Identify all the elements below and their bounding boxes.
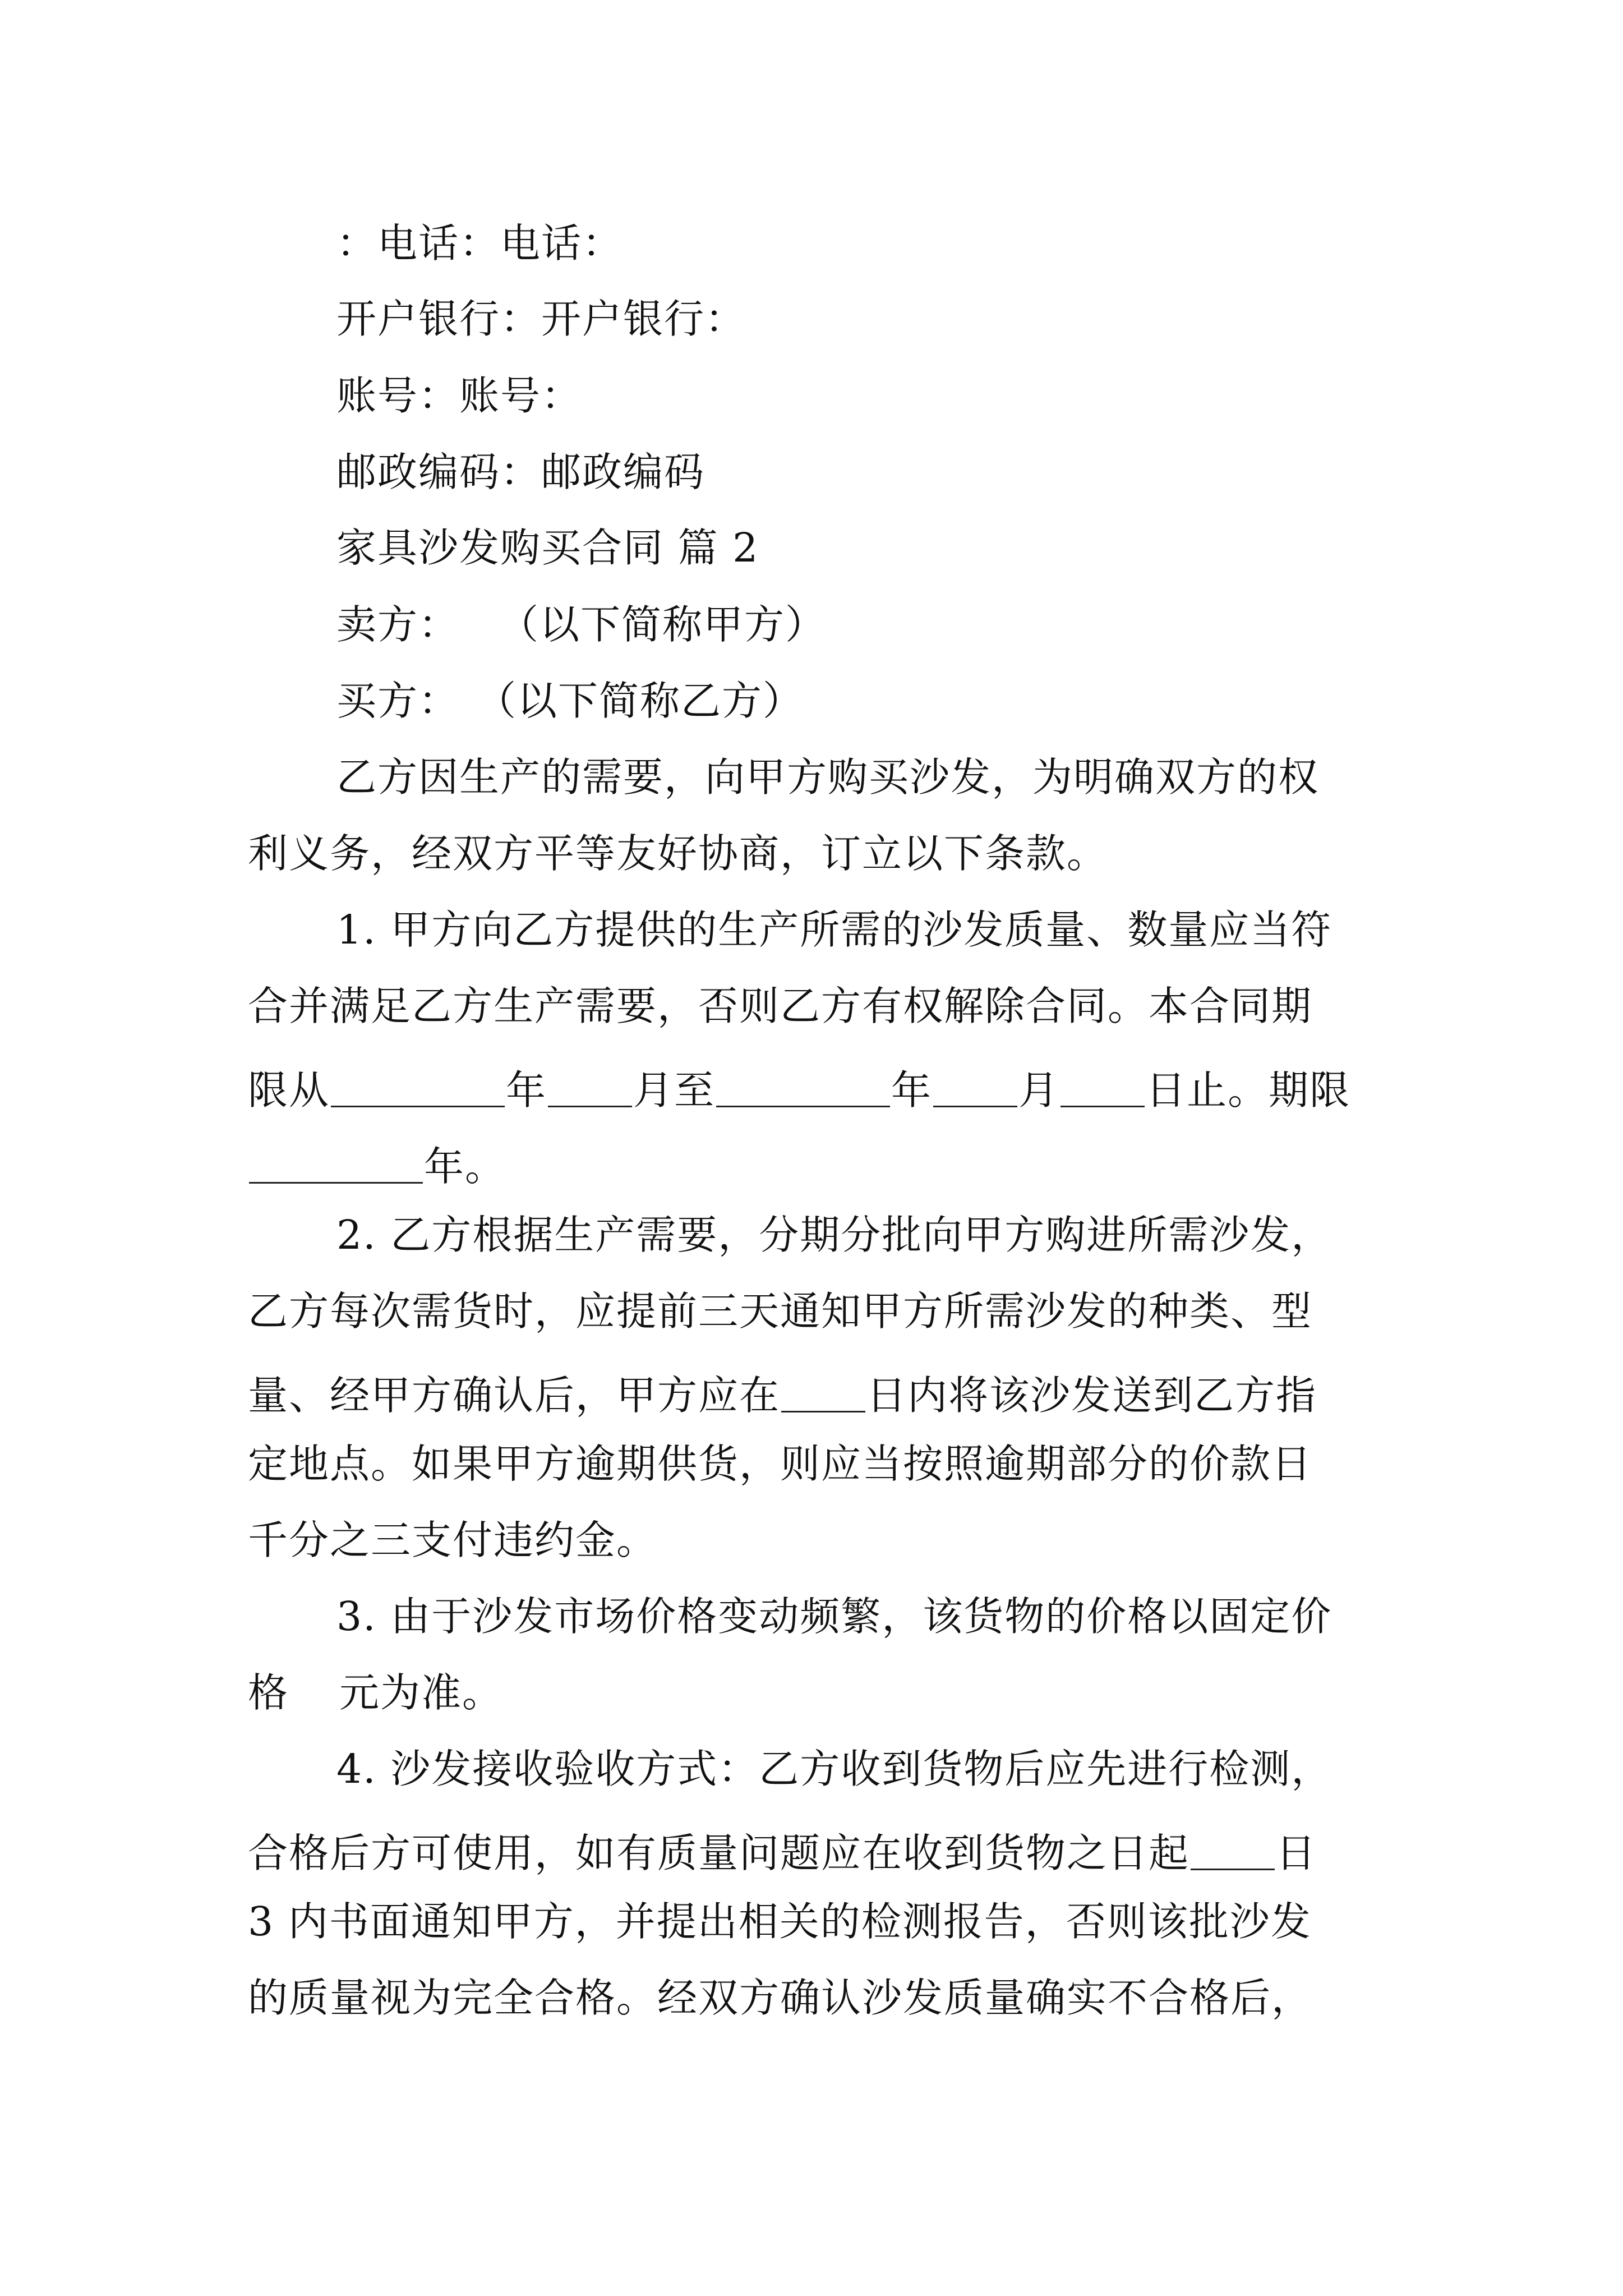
seller-note: （以下简称甲方） [499,601,827,648]
end-month-blank [933,1066,1017,1107]
clause-1-line-1: 1. 甲方向乙方提供的生产所需的沙发质量、数量应当符 [336,907,1332,953]
clause-1-line-3 [248,1062,1351,1114]
clause-3-line-1: 3. 由于沙发市场价格变动频繁，该货物的价格以固定价 [336,1593,1332,1640]
end-day-blank [1061,1066,1145,1107]
delivery-text-start: 量、经甲方确认后，甲方应在 [248,1372,781,1419]
month-label-2: 月 [1018,1067,1060,1114]
contact-bank-line: 开户银行：开户银行： [336,296,746,342]
clause-2-line-4: 定地点。如果甲方逾期供货，则应当按照逾期部分的价款日 [248,1441,1313,1487]
day-end-label: 日止。期限 [1146,1067,1351,1114]
seller-line [336,601,827,648]
clause-4-line-1: 4. 沙发接收验收方式：乙方收到货物后应先进行检测， [336,1746,1332,1792]
section-title: 家具沙发购买合同 篇 2 [336,524,759,571]
start-month-blank [548,1066,632,1107]
intro-line-2: 利义务，经双方平等友好协商，订立以下条款。 [248,830,1108,877]
clause-2-line-1: 2. 乙方根据生产需要，分期分批向甲方购进所需沙发， [336,1212,1332,1258]
seller-label: 卖方： [336,601,460,648]
contact-postcode-line: 邮政编码：邮政编码 [336,449,706,495]
clause-2-line-3 [248,1368,1317,1419]
delivery-text-end: 日内将该沙发送到乙方指 [866,1372,1317,1419]
price-unit-label: 元为准。 [339,1669,504,1716]
clause-1-line-2: 合并满足乙方生产需要，否则乙方有权解除合同。本合同期 [248,983,1313,1029]
buyer-label: 买方： [336,678,460,724]
clause-2-line-5: 千分之三支付违约金。 [248,1517,658,1563]
delivery-days-blank [781,1371,865,1412]
contact-phone-line: ：电话：电话： [336,220,624,266]
buyer-note: （以下简称乙方） [476,678,804,724]
term-from-label: 限从 [248,1067,330,1114]
term-years-blank [249,1142,423,1184]
start-year-blank [331,1066,505,1107]
contact-account-line: 账号：账号： [336,372,583,419]
buyer-line [336,678,804,724]
month-to-label: 月至 [633,1067,716,1114]
term-years-label: 年。 [424,1143,506,1190]
year-label-2: 年 [891,1067,933,1114]
inspection-days-blank [1191,1829,1275,1870]
clause-1-line-4 [248,1139,506,1190]
price-label: 格 [248,1669,289,1716]
clause-3-line-2 [248,1669,504,1716]
clause-4-line-2 [248,1825,1317,1876]
end-year-blank [716,1066,890,1107]
clause-2-line-2: 乙方每次需货时，应提前三天通知甲方所需沙发的种类、型 [248,1288,1313,1335]
inspection-text-end: 日 [1276,1830,1317,1876]
clause-4-line-3: 3 内书面通知甲方，并提出相关的检测报告，否则该批沙发 [248,1898,1312,1945]
clause-4-line-4: 的质量视为完全合格。经双方确认沙发质量确实不合格后， [248,1975,1313,2021]
intro-line-1: 乙方因生产的需要，向甲方购买沙发，为明确双方的权 [336,754,1320,800]
inspection-text-start: 合格后方可使用，如有质量问题应在收到货物之日起 [248,1830,1190,1876]
year-label-1: 年 [506,1067,547,1114]
